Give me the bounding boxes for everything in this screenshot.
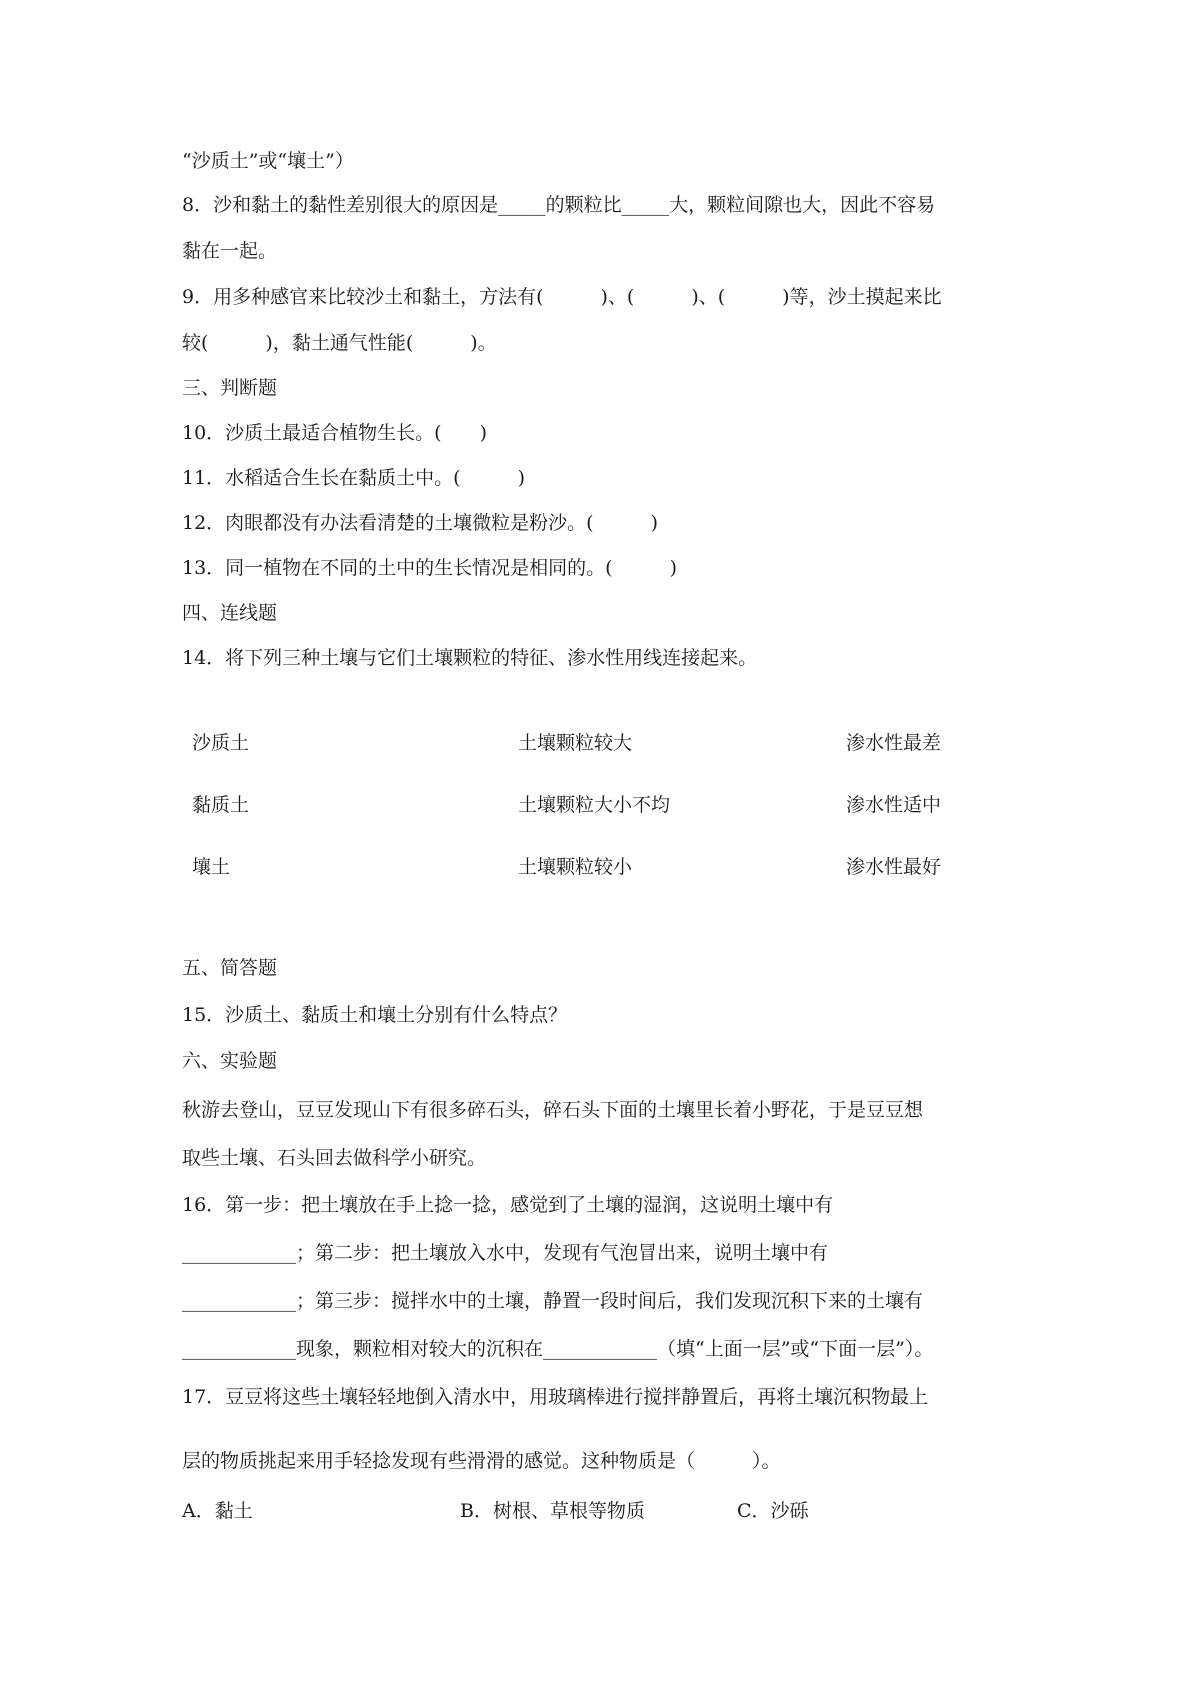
particle-item: 土壤颗粒较大 [518,732,633,754]
soil-item: 壤土 [192,856,231,878]
question-8-line-1: 8．沙和黏土的黏性差别很大的原因是_____的颗粒比_____大，颗粒间隙也大，因此不容易 [182,194,936,216]
option-c: C．沙砾 [737,1500,809,1522]
continuation-line: “沙质土”或“壤土”） [182,150,354,172]
question-13: 13．同一植物在不同的土中的生长情况是相同的。( ) [182,557,678,579]
question-16-line-3: ____________；第三步：搅拌水中的土壤，静置一段时间后，我们发现沉积下来的土壤有 [182,1290,924,1312]
option-a: A．黏土 [182,1500,253,1522]
question-17-line-2: 层的物质挑起来用手轻捻发现有些滑滑的感觉。这种物质是（ ）。 [182,1450,781,1472]
question-9-line-2: 较( )，黏土通气性能( )。 [182,332,497,354]
question-11: 11．水稻适合生长在黏质土中。( ) [182,467,526,489]
experiment-intro-line-1: 秋游去登山，豆豆发现山下有很多碎石头，碎石头下面的土壤里长着小野花，于是豆豆想 [182,1099,924,1121]
question-15: 15．沙质土、黏质土和壤土分别有什么特点？ [182,1004,568,1026]
particle-item: 土壤颗粒较小 [518,856,633,878]
soil-item: 沙质土 [192,732,250,754]
question-12: 12．肉眼都没有办法看清楚的土壤微粒是粉沙。( ) [182,512,659,534]
question-16-line-2: ____________；第二步：把土壤放入水中，发现有气泡冒出来，说明土壤中有 [182,1242,829,1264]
question-17-line-1: 17．豆豆将这些土壤轻轻地倒入清水中，用玻璃棒进行搅拌静置后，再将土壤沉积物最上 [182,1386,929,1408]
question-14: 14．将下列三种土壤与它们土壤颗粒的特征、渗水性用线连接起来。 [182,647,758,669]
permeability-item: 渗水性最差 [846,732,942,754]
permeability-item: 渗水性最好 [846,856,942,878]
section-5-heading: 五、简答题 [182,957,278,979]
section-3-heading: 三、判断题 [182,377,278,399]
option-b: B．树根、草根等物质 [460,1500,645,1522]
question-8-line-2: 黏在一起。 [182,240,278,262]
experiment-intro-line-2: 取些土壤、石头回去做科学小研究。 [182,1147,487,1169]
soil-item: 黏质土 [192,794,250,816]
question-16-line-4: ____________现象，颗粒相对较大的沉积在____________（填“上面一层”或“下面一层”）。 [182,1338,934,1360]
section-6-heading: 六、实验题 [182,1050,278,1072]
question-16-line-1: 16．第一步：把土壤放在手上捻一捻，感觉到了土壤的湿润，这说明土壤中有 [182,1194,834,1216]
particle-item: 土壤颗粒大小不均 [518,794,671,816]
section-4-heading: 四、连线题 [182,602,278,624]
question-9-line-1: 9．用多种感官来比较沙土和黏土，方法有( )、( )、( )等，沙土摸起来比 [182,286,942,308]
permeability-item: 渗水性适中 [846,794,942,816]
question-10: 10．沙质土最适合植物生长。( ) [182,422,488,444]
